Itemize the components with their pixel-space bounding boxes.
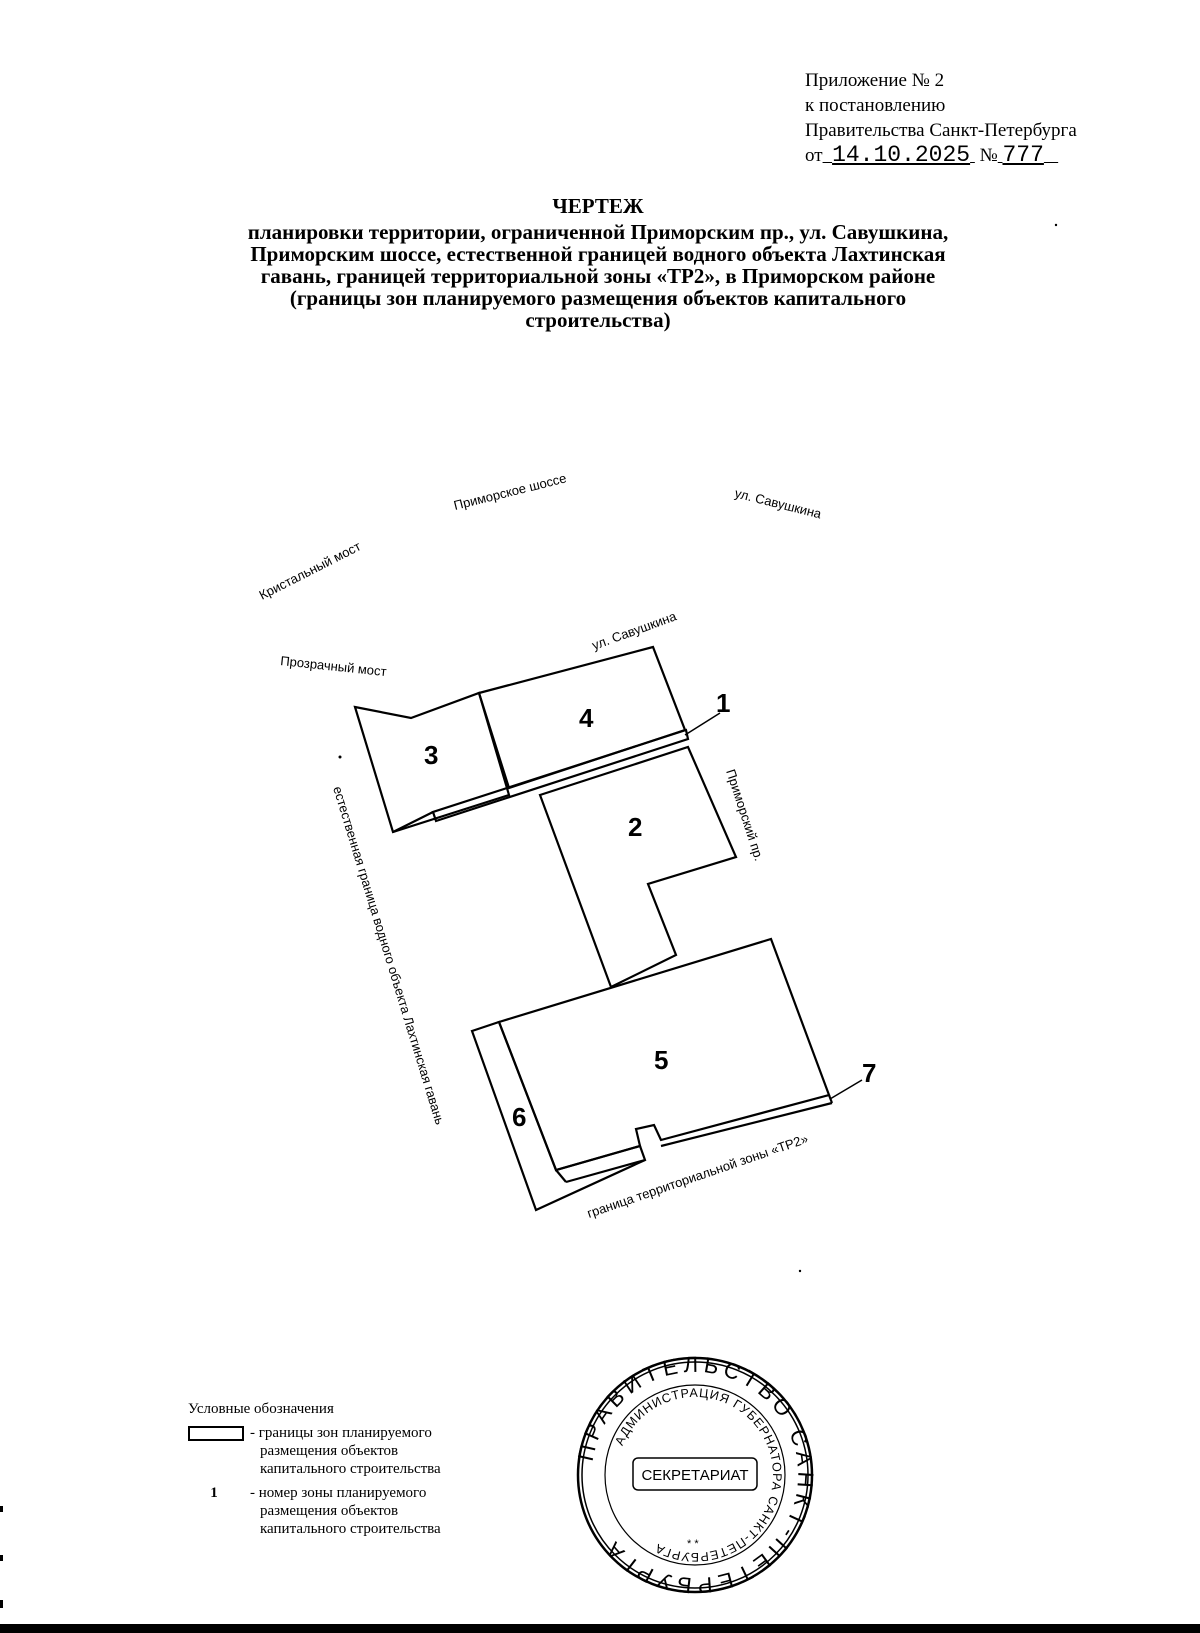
zone-5-number: 5 (654, 1045, 669, 1075)
svg-text:СЕКРЕТАРИАТ: СЕКРЕТАРИАТ (641, 1467, 749, 1484)
date-prefix: от (805, 145, 823, 166)
legend-item1-line2: размещения объектов (260, 1443, 399, 1459)
legend-item1-line3: капитального строительства (260, 1461, 441, 1477)
resolution-number: 777 (1002, 142, 1044, 168)
legend-item2-line2: размещения объектов (260, 1503, 399, 1519)
legend-title: Условные обозначения (188, 1401, 334, 1417)
scan-bottom-border (0, 1624, 1200, 1633)
legend-item-zone-number (188, 1484, 480, 1538)
appendix-line-1: Приложение № 2 (805, 70, 945, 91)
zone-1-number: 1 (716, 688, 731, 718)
svg-text:АДМИНИСТРАЦИЯ ГУБЕРНАТОРА САНК: АДМИНИСТРАЦИЯ ГУБЕРНАТОРА САНКТ-ПЕТЕРБУРГА (612, 1385, 785, 1565)
title-heading: ЧЕРТЕЖ (552, 194, 644, 218)
zone-7-number: 7 (862, 1058, 877, 1088)
label-savushkina: ул. Савушкина (589, 608, 679, 653)
label-kristalny-most: Кристальный мост (256, 538, 364, 603)
label-primorsky-pr: Приморский пр. (723, 767, 767, 863)
legend-item2-line3: капитального строительства (260, 1521, 441, 1537)
stamp-seal (575, 1355, 815, 1595)
appendix-line-3: Правительства Санкт-Петербурга (805, 120, 1077, 141)
title-line-4: (границы зон планируемого размещения объектов капитального (289, 286, 907, 310)
title-line-3: гавань, границей территориальной зоны «ТР2», в Приморском районе (260, 264, 936, 288)
label-prozrachny-most: Прозрачный мост (279, 653, 388, 680)
label-savushkina-top: ул. Савушкина (733, 485, 823, 522)
label-primorskoe-shosse: Приморское шоссе (452, 470, 568, 513)
scan-edge-mark (0, 1506, 3, 1512)
title-line-5: строительства) (525, 308, 671, 332)
zone-2-boundary (540, 747, 736, 987)
zone-7-leader (830, 1080, 862, 1099)
label-tr2-boundary: граница территориальной зоны «ТР2» (585, 1130, 810, 1221)
legend-item2-line1: - номер зоны планируемого (250, 1485, 427, 1501)
scan-edge-mark (0, 1555, 3, 1561)
zone-6-boundary (472, 1022, 645, 1210)
title-line-2: Приморским шоссе, естественной границей водного объекта Лахтинская (250, 242, 946, 266)
appendix-line-2: к постановлению (805, 95, 946, 116)
official-stamp (575, 1355, 815, 1600)
legend-item1-line1: - границы зон планируемого (250, 1425, 432, 1441)
legend-boundary-symbol (188, 1426, 244, 1441)
title-line-1: планировки территории, ограниченной Приморским пр., ул. Савушкина, (247, 220, 949, 244)
zone-2-number: 2 (628, 812, 643, 842)
legend-item-boundaries (188, 1424, 480, 1478)
scan-edge-mark (0, 1600, 3, 1608)
zone-1-leader (685, 713, 720, 735)
legend (188, 1400, 480, 1538)
svg-text:ПРАВИТЕЛЬСТВО САНКТ-ПЕТЕРБУРГА: ПРАВИТЕЛЬСТВО С КТ-ПЕТЕРБУРГА (575, 1355, 815, 1595)
zone-3-number: 3 (424, 740, 439, 770)
svg-text:* *: * * (687, 1538, 699, 1550)
number-prefix: № (979, 145, 998, 166)
zone-4-number: 4 (579, 703, 594, 733)
resolution-date: 14.10.2025 (832, 142, 971, 168)
zone-6-number: 6 (512, 1102, 527, 1132)
legend-number-symbol: 1 (210, 1485, 218, 1501)
label-water-boundary: естественная граница водного объекта Лахтинская гавань (330, 784, 448, 1127)
